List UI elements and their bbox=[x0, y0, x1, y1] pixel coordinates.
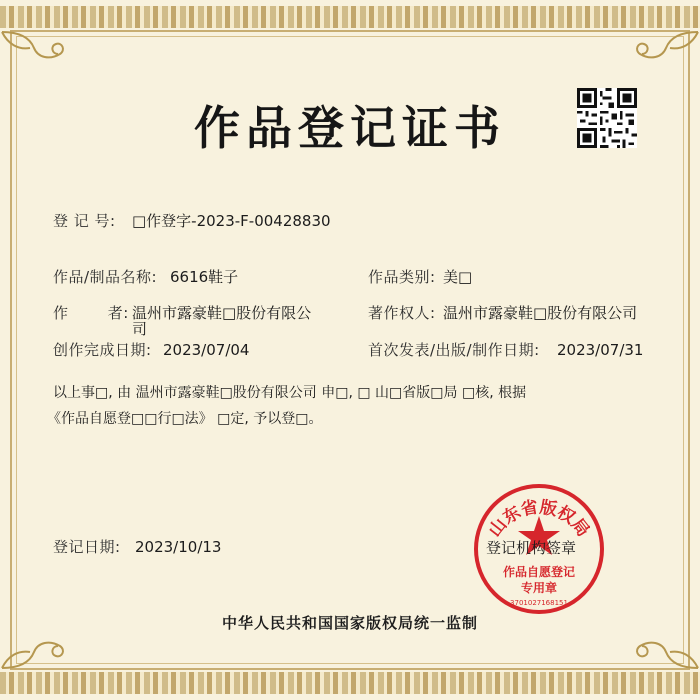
qr-code-icon[interactable] bbox=[577, 88, 637, 148]
author-label: 作 者: bbox=[53, 304, 129, 322]
copyright-owner-label: 著作权人: bbox=[368, 304, 436, 322]
registration-number-label: 登 记 号: bbox=[53, 212, 116, 230]
work-name-value: 6616鞋子 bbox=[170, 268, 239, 286]
copyright-owner-value: 温州市露豪鞋□股份有限公司 bbox=[443, 304, 638, 322]
corner-ornament-icon bbox=[0, 634, 70, 670]
author-value-line1: 温州市露豪鞋□股份有限公 bbox=[132, 304, 312, 322]
seal-signature-label: 登记机构签章 bbox=[486, 539, 577, 557]
completion-date-value: 2023/07/04 bbox=[163, 341, 250, 359]
author-value-line2: 司 bbox=[132, 320, 148, 338]
seal-center-line1: 作品自愿登记 bbox=[502, 565, 576, 579]
work-type-value: 美□ bbox=[443, 268, 473, 286]
corner-ornament-icon bbox=[630, 30, 700, 66]
seal-ring-text: 山东省版权局 bbox=[484, 497, 594, 541]
completion-date-label: 创作完成日期: bbox=[53, 341, 152, 359]
publication-date-value: 2023/07/31 bbox=[557, 341, 644, 359]
seal-center-line2: 专用章 bbox=[520, 581, 558, 595]
certificate-title: 作品登记证书 bbox=[194, 101, 506, 155]
publication-date-label: 首次发表/出版/制作日期: bbox=[368, 341, 540, 359]
corner-ornament-icon bbox=[630, 634, 700, 670]
registration-date-label: 登记日期: bbox=[53, 538, 121, 556]
registration-number-value: □作登字-2023-F-00428830 bbox=[132, 212, 331, 230]
footer-issuer: 中华人民共和国国家版权局统一监制 bbox=[221, 614, 478, 632]
work-type-label: 作品类别: bbox=[368, 268, 436, 286]
bottom-border-band bbox=[0, 672, 700, 694]
seal-serial: 3701027168151 bbox=[510, 599, 568, 607]
statement-line-1: 以上事□, 由 温州市露豪鞋□股份有限公司 申□, □ 山□省版□局 □核, 根据 bbox=[53, 385, 527, 401]
work-name-label: 作品/制品名称: bbox=[53, 268, 158, 286]
corner-ornament-icon bbox=[0, 30, 70, 66]
top-border-band bbox=[0, 6, 700, 28]
statement-line-2: 《作品自愿登□□行□法》 □定, 予以登□。 bbox=[47, 411, 323, 427]
registration-date-value: 2023/10/13 bbox=[135, 538, 222, 556]
